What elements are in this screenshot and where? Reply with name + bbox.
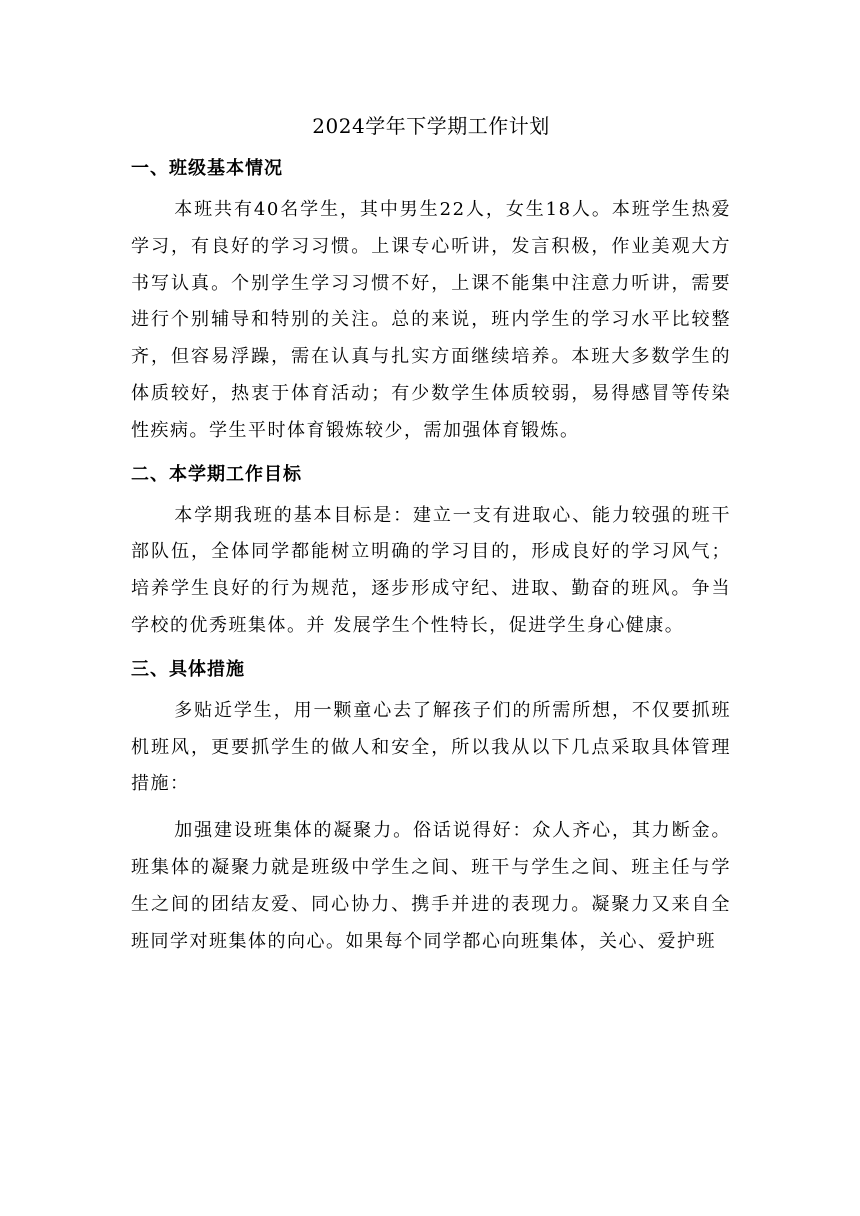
document-title: 2024学年下学期工作计划 — [312, 114, 550, 138]
section-heading: 三、具体措施 — [131, 658, 245, 680]
document-page — [131, 108, 731, 970]
paragraph: 多贴近学生，用一颗童心去了解孩子们的所需所想，不仅要抓班机班风，更要抓学生的做人和安全，所以我从以下几点采取具体管理措施： — [131, 699, 731, 795]
section-basic-info — [131, 154, 731, 450]
section-heading: 一、班级基本情况 — [131, 158, 283, 179]
paragraph: 加强建设班集体的凝聚力。俗话说得好：众人齐心，其力断金。班集体的凝聚力就是班级中学生之间、班干与学生之间、班主任与学生之间的团结友爱、同心协力、携手并进的表现力。凝聚力又来自全班同学对班集体的向心。如果每个同学都心向班集体，关心、爱护班 — [131, 820, 731, 952]
section-heading: 二、本学期工作目标 — [131, 463, 302, 485]
paragraph: 本班共有40名学生，其中男生22人，女生18人。本班学生热爱学习，有良好的学习习惯。上课专心听讲，发言积极，作业美观大方书写认真。个别学生学习习惯不好，上课不能集中注意力听讲，需要进行个别辅导和特别的关注。总的来说，班内学生的学习水平比较整齐，但容易浮躁，需在认真与扎实方面继续培养。本班大多数学生的体质较好，热衷于体育活动；有少数学生体质较弱，易得感冒等传染性疾病。学生平时体育锻炼较少，需加强体育锻炼。 — [131, 199, 731, 441]
section-goals — [131, 460, 731, 645]
paragraph: 本学期我班的基本目标是：建立一支有进取心、能力较强的班干部队伍，全体同学都能树立明确的学习目的，形成良好的学习风气；培养学生良好的行为规范，逐步形成守纪、进取、勤奋的班风。争当学校的优秀班集体。并 发展学生个性特长，促进学生身心健康。 — [131, 504, 731, 636]
section-measures — [131, 655, 731, 961]
